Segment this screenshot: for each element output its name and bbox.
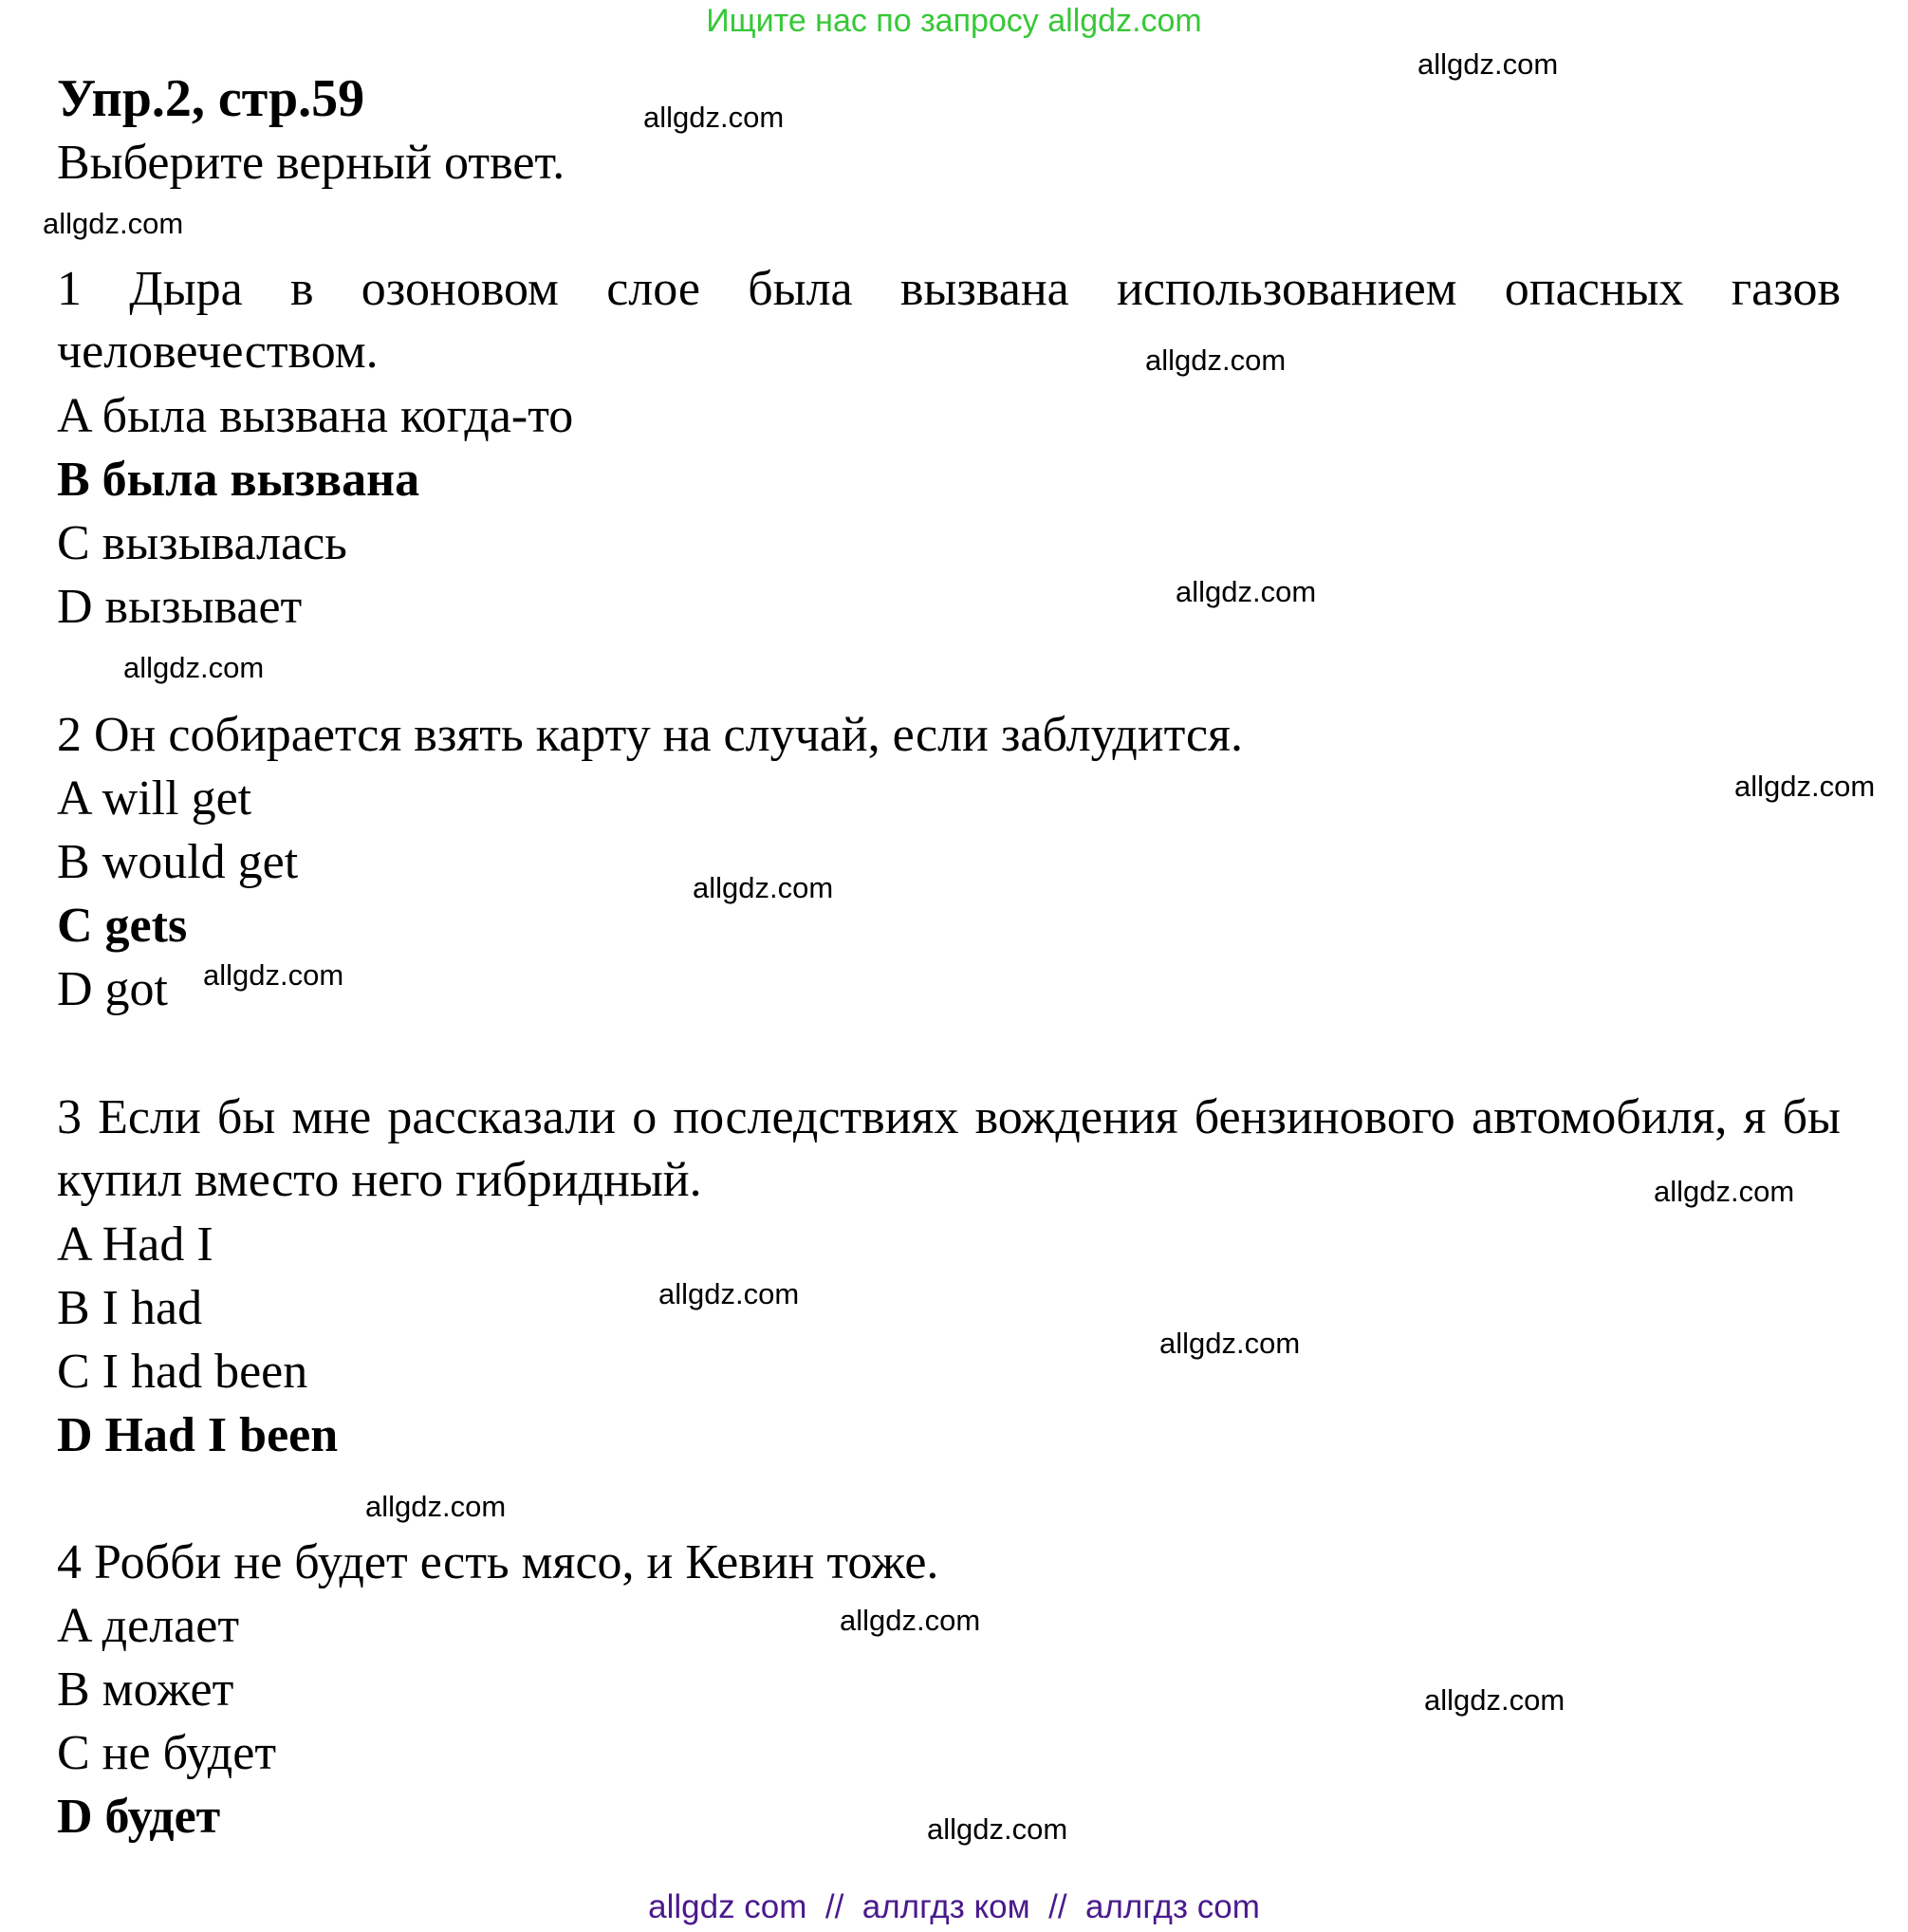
question-3-option-d-correct: D Had I been — [57, 1408, 339, 1462]
exercise-title: Упр.2, стр.59 — [57, 69, 365, 128]
watermark: allgdz.com — [123, 651, 265, 684]
watermark: allgdz.com — [1145, 344, 1287, 377]
question-1-option-a: A была вызвана когда-то — [57, 389, 574, 443]
watermark: allgdz.com — [927, 1812, 1068, 1846]
watermark: allgdz.com — [1159, 1327, 1301, 1360]
watermark: allgdz.com — [693, 871, 834, 904]
question-4-option-b: B может — [57, 1663, 234, 1717]
top-banner: Ищите нас по запросу allgdz.com — [706, 3, 1202, 39]
question-2-option-b: B would get — [57, 835, 299, 889]
question-4-option-c: C не будет — [57, 1726, 277, 1780]
question-1-text: 1 Дыра в озоновом слое была вызвана использованием опасных газов человечеством. — [57, 262, 1841, 379]
watermark: allgdz.com — [365, 1490, 507, 1523]
question-3-option-b: B I had — [57, 1281, 203, 1335]
question-1-option-d: D вызывает — [57, 580, 303, 634]
question-4-option-a: A делает — [57, 1599, 240, 1653]
question-4-text: 4 Робби не будет есть мясо, и Кевин тоже. — [57, 1535, 939, 1589]
question-1-option-b-correct: B была вызвана — [57, 453, 420, 507]
watermark: allgdz.com — [1417, 47, 1559, 81]
question-2-option-d: D got — [57, 962, 168, 1016]
watermark: allgdz.com — [1176, 575, 1317, 608]
watermark: allgdz.com — [1424, 1683, 1565, 1717]
watermark: allgdz.com — [1734, 770, 1876, 803]
question-3-text: 3 Если бы мне рассказали о последствиях вождения бензинового автомобиля, я бы купил вместо него гибридный. — [57, 1090, 1841, 1207]
watermark: allgdz.com — [840, 1604, 981, 1637]
watermark: allgdz.com — [658, 1277, 800, 1310]
watermark: allgdz.com — [203, 958, 344, 992]
watermark: allgdz.com — [1654, 1175, 1795, 1208]
question-2-text: 2 Он собирается взять карту на случай, если заблудится. — [57, 708, 1243, 762]
watermark: allgdz.com — [43, 207, 184, 240]
question-4-option-d-correct: D будет — [57, 1790, 221, 1844]
question-2-option-a: A will get — [57, 771, 252, 826]
question-3-option-a: A Had I — [57, 1217, 213, 1272]
question-2-option-c-correct: C gets — [57, 899, 188, 953]
question-3-option-c: C I had been — [57, 1345, 308, 1399]
question-1-option-c: C вызывалась — [57, 516, 347, 570]
footer-watermark: allgdz com // аллгдз ком // аллгдз com — [648, 1888, 1260, 1925]
watermark: allgdz.com — [643, 101, 785, 134]
exercise-instruction: Выберите верный ответ. — [57, 136, 565, 190]
